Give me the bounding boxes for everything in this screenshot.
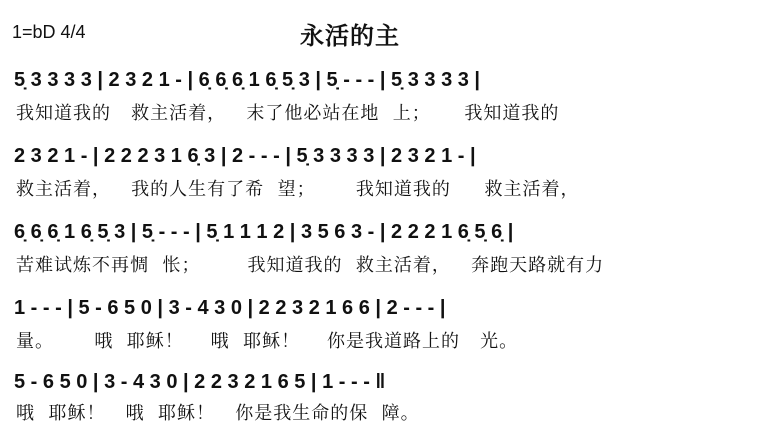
notation-line-5: 5 - 6 5 0 | 3 - 4 3 0 | 2 2 3 2 1 6 5 | 1 - - - ‖: [14, 371, 386, 393]
notation-line-3: 6̣ 6̣ 6̣ 1 6̣ 5̣ 3 | 5̣ - - - | 5̣ 1 1 1 2 | 3 5 6 3 - | 2 2 2 1 6̣ 5̣ 6̣ |: [14, 221, 514, 243]
notation-line-1: 5̣ 3 3 3 3 | 2 3 2 1 - | 6̣ 6̣ 6̣ 1 6̣ 5̣ 3 | 5̣ - - - | 5̣ 3 3 3 3 |: [14, 69, 481, 91]
lyrics-line-3: 苦难试炼不再惆 怅； 我知道我的 救主活着， 奔跑天路就有力: [16, 255, 605, 276]
lyrics-line-1: 我知道我的 救主活着， 末了他必站在地 上； 我知道我的: [16, 103, 560, 124]
notation-line-2: 2 3 2 1 - | 2 2 2 3 1 6̣ 3 | 2 - - - | 5̣ 3 3 3 3 | 2 3 2 1 - |: [14, 145, 476, 167]
lyrics-line-2: 救主活着， 我的人生有了希 望； 我知道我的 救主活着，: [16, 179, 580, 200]
lyrics-line-5: 哦 耶稣！ 哦 耶稣！ 你是我生命的保 障。: [16, 403, 420, 424]
key-signature: 1=bD 4/4: [12, 22, 86, 42]
notation-line-4: 1 - - - | 5 - 6 5 0 | 3 - 4 3 0 | 2 2 3 2 1 6 6 | 2 - - - |: [14, 297, 446, 319]
song-title: 永活的主: [300, 21, 400, 50]
lyrics-line-4: 量。 哦 耶稣！ 哦 耶稣！ 你是我道路上的 光。: [16, 331, 519, 352]
